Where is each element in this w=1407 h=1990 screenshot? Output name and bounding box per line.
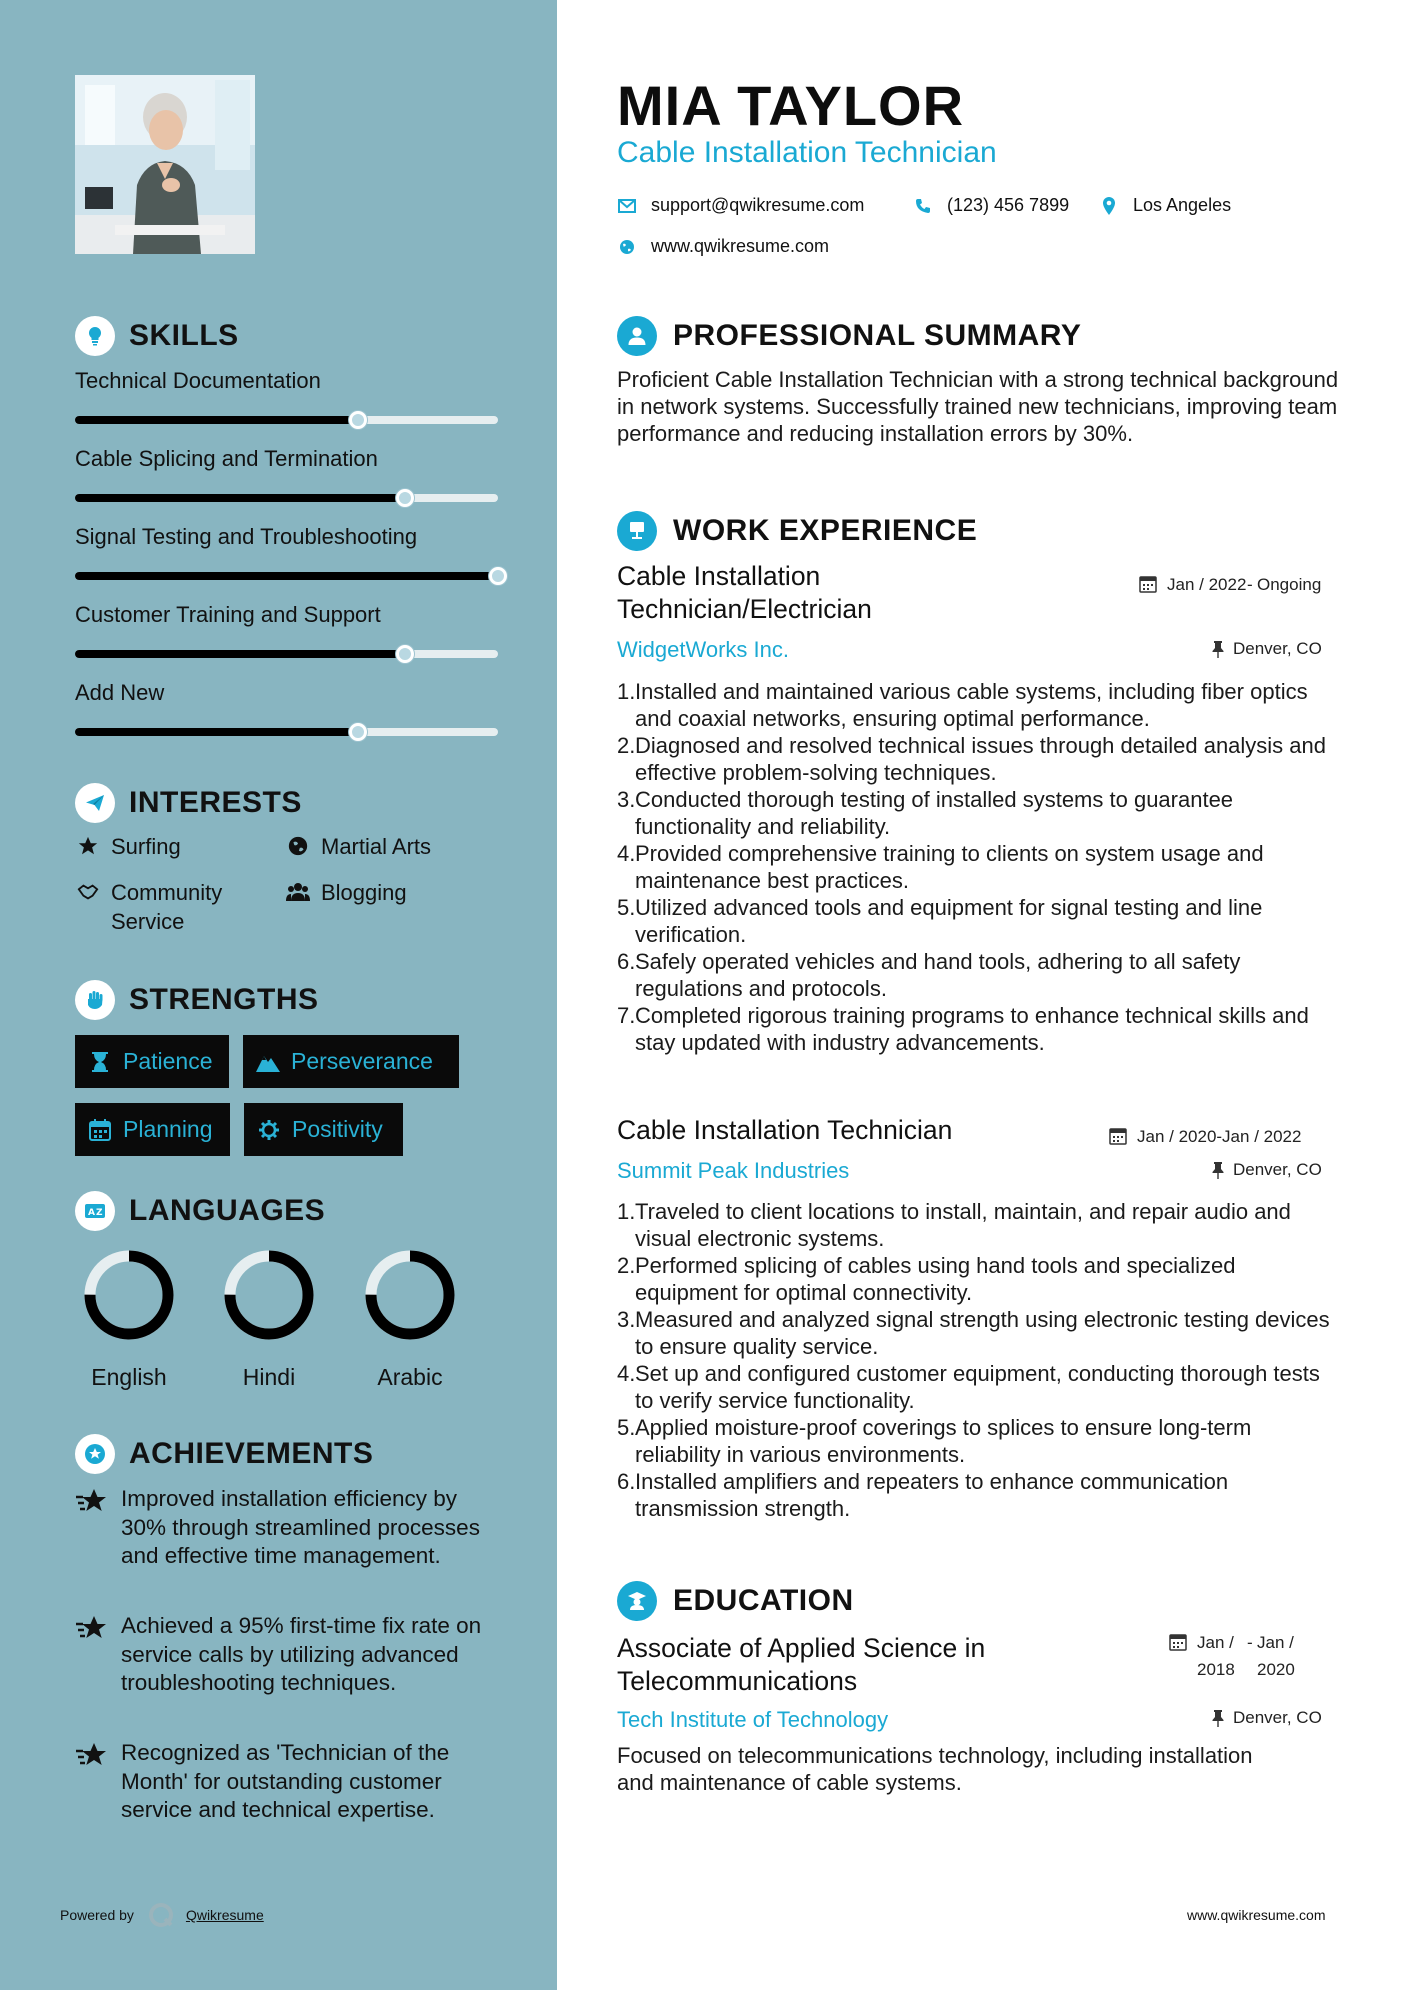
skill-bar[interactable] (75, 728, 498, 736)
skill-label: Cable Splicing and Termination (75, 446, 378, 471)
globe-icon (617, 237, 637, 257)
summary-title: PROFESSIONAL SUMMARY (673, 319, 1082, 352)
map-pin-icon (1099, 196, 1119, 216)
svg-text:A: A (88, 1208, 95, 1218)
skill-label: Technical Documentation (75, 368, 321, 393)
languages-title: LANGUAGES (129, 1194, 326, 1227)
achievements-heading (75, 1434, 373, 1474)
svg-text:Z: Z (96, 1208, 103, 1218)
list-item: 5. Utilized advanced tools and equipment for signal testing and line verification. (617, 895, 1263, 947)
language-item (79, 1247, 179, 1391)
profile-photo (75, 75, 255, 254)
strength-tag (75, 1103, 230, 1156)
job-date-range: Jan / 2020-Jan / 2022 (1137, 1127, 1302, 1146)
graduate-icon (617, 1581, 657, 1621)
pushpin-icon (1211, 640, 1225, 658)
strength-tag (75, 1035, 229, 1088)
job-date-start: Jan / 2022 (1167, 575, 1247, 594)
achievement-text: Recognized as 'Technician of the Month' for outstanding customer service and technical expertise. (121, 1740, 450, 1822)
education-description: Focused on telecommunications technology, including installation and maintenance of cable systems. (617, 1743, 1253, 1795)
language-ring (362, 1247, 458, 1343)
list-item: 4. Set up and configured customer equipment, conducting thorough tests to verify service functionality. (617, 1361, 1320, 1413)
users-icon (285, 879, 311, 905)
star-burst-icon (75, 1487, 109, 1517)
skill-item (75, 522, 498, 552)
strength-tag (243, 1035, 459, 1088)
languages-heading (75, 1191, 325, 1231)
language-label: English (91, 1364, 167, 1390)
job-location-text: Denver, CO (1233, 1160, 1322, 1179)
language-item (219, 1247, 319, 1391)
skill-bar[interactable] (75, 572, 498, 580)
skill-bar[interactable] (75, 416, 498, 424)
achievement-text: Improved installation efficiency by 30% through streamlined processes and effective time management. (121, 1486, 480, 1568)
skill-item (75, 366, 498, 396)
lightbulb-icon (75, 316, 115, 356)
email-text: support@qwikresume.com (651, 195, 865, 215)
powered-by (60, 1902, 264, 1928)
job-date: Jan / 2022 - Ongoing (1139, 571, 1327, 598)
location-text: Los Angeles (1133, 195, 1232, 215)
website-text: www.qwikresume.com (651, 236, 830, 256)
education-location-text: Denver, CO (1233, 1708, 1322, 1727)
language-label: Hindi (242, 1364, 296, 1390)
education-date-start: Jan / 2018 (1197, 1633, 1235, 1679)
user-icon (617, 316, 657, 356)
education-date: Jan / 2018 - Jan / 2020 (1169, 1629, 1307, 1683)
star-icon (75, 833, 101, 859)
degree-title: Associate of Applied Science in Telecommunications (617, 1633, 986, 1696)
language-ring (221, 1247, 317, 1343)
list-item: 2. Diagnosed and resolved technical issues through detailed analysis and effective problem-solving techniques. (617, 733, 1327, 785)
list-item: 1. Installed and maintained various cable systems, including fiber optics and coaxial networks, ensuring optimal performance. (617, 679, 1308, 731)
skill-item (75, 678, 498, 708)
sidebar (0, 0, 557, 1990)
job-date-end: Ongoing (1257, 575, 1322, 594)
footer-website[interactable]: www.qwikresume.com (1187, 1907, 1326, 1923)
language-ring (81, 1247, 177, 1343)
phone-icon (913, 196, 933, 216)
job-title: Cable Installation Technician/Electrician (617, 561, 872, 624)
powered-by-label: Powered by (60, 1907, 134, 1923)
skill-slider-handle[interactable] (396, 645, 414, 663)
calendar-icon (87, 1117, 113, 1143)
skill-slider-handle[interactable] (349, 723, 367, 741)
star-burst-icon (75, 1741, 109, 1771)
language-icon (75, 1191, 115, 1231)
globe-icon (285, 833, 311, 859)
language-item (360, 1247, 460, 1391)
qwikresume-logo-icon (148, 1902, 174, 1928)
interest-item (285, 878, 407, 907)
skills-title: SKILLS (129, 319, 239, 352)
interest-item (285, 832, 431, 861)
job-duties-list (617, 678, 1337, 1056)
paper-plane-icon (75, 783, 115, 823)
achievement-item (75, 1739, 505, 1825)
calendar-icon (1169, 1633, 1187, 1651)
achievement-item (75, 1485, 505, 1571)
interest-item (75, 832, 181, 861)
skill-slider-handle[interactable] (489, 567, 507, 585)
job-location (1211, 639, 1322, 659)
brand-link[interactable]: Qwikresume (185, 1907, 264, 1923)
star-burst-icon (75, 1614, 109, 1644)
skill-slider-handle[interactable] (349, 411, 367, 429)
interests-title: INTERESTS (129, 786, 302, 819)
strength-label: Patience (123, 1048, 213, 1074)
contact-website[interactable] (617, 236, 829, 257)
fist-icon (75, 980, 115, 1020)
list-item: 2. Performed splicing of cables using hand tools and specialized equipment for optimal connectivity. (617, 1253, 1236, 1305)
strengths-title: STRENGTHS (129, 983, 319, 1016)
contact-email[interactable] (617, 195, 864, 216)
list-item: 3. Measured and analyzed signal strength using electronic testing devices to ensure quality service. (617, 1307, 1330, 1359)
envelope-icon (617, 196, 637, 216)
handshake-icon (75, 879, 101, 905)
interest-label: Surfing (111, 834, 181, 859)
mountain-icon (255, 1049, 281, 1075)
calendar-icon (1109, 1127, 1127, 1145)
gear-icon (256, 1117, 282, 1143)
interest-label: Martial Arts (321, 834, 432, 859)
list-item: 6. Installed amplifiers and repeaters to enhance communication transmission strength. (617, 1469, 1229, 1521)
pushpin-icon (1211, 1161, 1225, 1179)
skill-item (75, 444, 498, 474)
education-location (1211, 1708, 1322, 1728)
skill-item (75, 600, 498, 630)
job-date (1109, 1123, 1301, 1150)
job-title: Cable Installation Technician (617, 1115, 953, 1145)
interests-heading (75, 783, 302, 823)
achievement-item (75, 1612, 505, 1698)
company-name: Summit Peak Industries (617, 1158, 850, 1183)
list-item: 7. Completed rigorous training programs to enhance technical skills and stay updated with industry advancements. (617, 1003, 1309, 1055)
strength-label: Perseverance (291, 1048, 433, 1074)
badge-star-icon (75, 1434, 115, 1474)
strength-label: Planning (123, 1116, 213, 1142)
candidate-title: Cable Installation Technician (617, 136, 997, 169)
education-date-end: Jan / 2020 (1257, 1633, 1295, 1679)
skill-bar[interactable] (75, 650, 498, 658)
candidate-name: MIA TAYLOR (617, 74, 965, 137)
skill-label: Signal Testing and Troubleshooting (75, 524, 418, 549)
language-label: Arabic (377, 1364, 443, 1390)
education-title: EDUCATION (673, 1584, 854, 1617)
phone-text: (123) 456 7899 (947, 195, 1070, 215)
skills-heading (75, 316, 239, 356)
interest-label: Blogging (321, 880, 407, 905)
experience-title: WORK EXPERIENCE (673, 514, 978, 547)
strengths-heading (75, 980, 319, 1020)
contact-location (1099, 195, 1231, 216)
school-name: Tech Institute of Technology (617, 1707, 889, 1732)
skill-label: Add New (75, 680, 165, 705)
pushpin-icon (1211, 1709, 1225, 1727)
skill-slider-handle[interactable] (396, 489, 414, 507)
education-heading (617, 1581, 854, 1621)
skill-label: Customer Training and Support (75, 602, 381, 627)
job-duties-list (617, 1198, 1337, 1522)
list-item: 1. Traveled to client locations to install, maintain, and repair audio and visual electronic systems. (617, 1199, 1291, 1251)
interest-item (75, 878, 265, 936)
achievements-title: ACHIEVEMENTS (129, 1437, 374, 1470)
list-item: 5. Applied moisture-proof coverings to splices to ensure long-term reliability in various environments. (617, 1415, 1252, 1467)
strength-tag (244, 1103, 403, 1156)
presenter-icon (617, 511, 657, 551)
list-item: 6. Safely operated vehicles and hand tools, adhering to all safety regulations and protocols. (617, 949, 1241, 1001)
achievement-text: Achieved a 95% first-time fix rate on service calls by utilizing advanced troubleshooting techniques. (121, 1613, 482, 1695)
contact-phone[interactable] (913, 195, 1069, 216)
list-item: 3. Conducted thorough testing of installed systems to guarantee functionality and reliability. (617, 787, 1234, 839)
company-name: WidgetWorks Inc. (617, 637, 789, 662)
strength-label: Positivity (292, 1116, 383, 1142)
summary-text: Proficient Cable Installation Technician with a strong technical background in network systems. Successfully trained new technicians, improving team performance and reducing installation errors by 30%. (617, 367, 1339, 446)
hourglass-icon (87, 1049, 113, 1075)
skill-bar[interactable] (75, 494, 498, 502)
summary-heading (617, 316, 1081, 356)
experience-heading (617, 511, 977, 551)
job-location-text: Denver, CO (1233, 639, 1322, 658)
calendar-icon (1139, 575, 1157, 593)
list-item: 4. Provided comprehensive training to clients on system usage and maintenance best practices. (617, 841, 1264, 893)
interest-label: Community Service (111, 880, 223, 934)
job-location (1211, 1160, 1322, 1180)
